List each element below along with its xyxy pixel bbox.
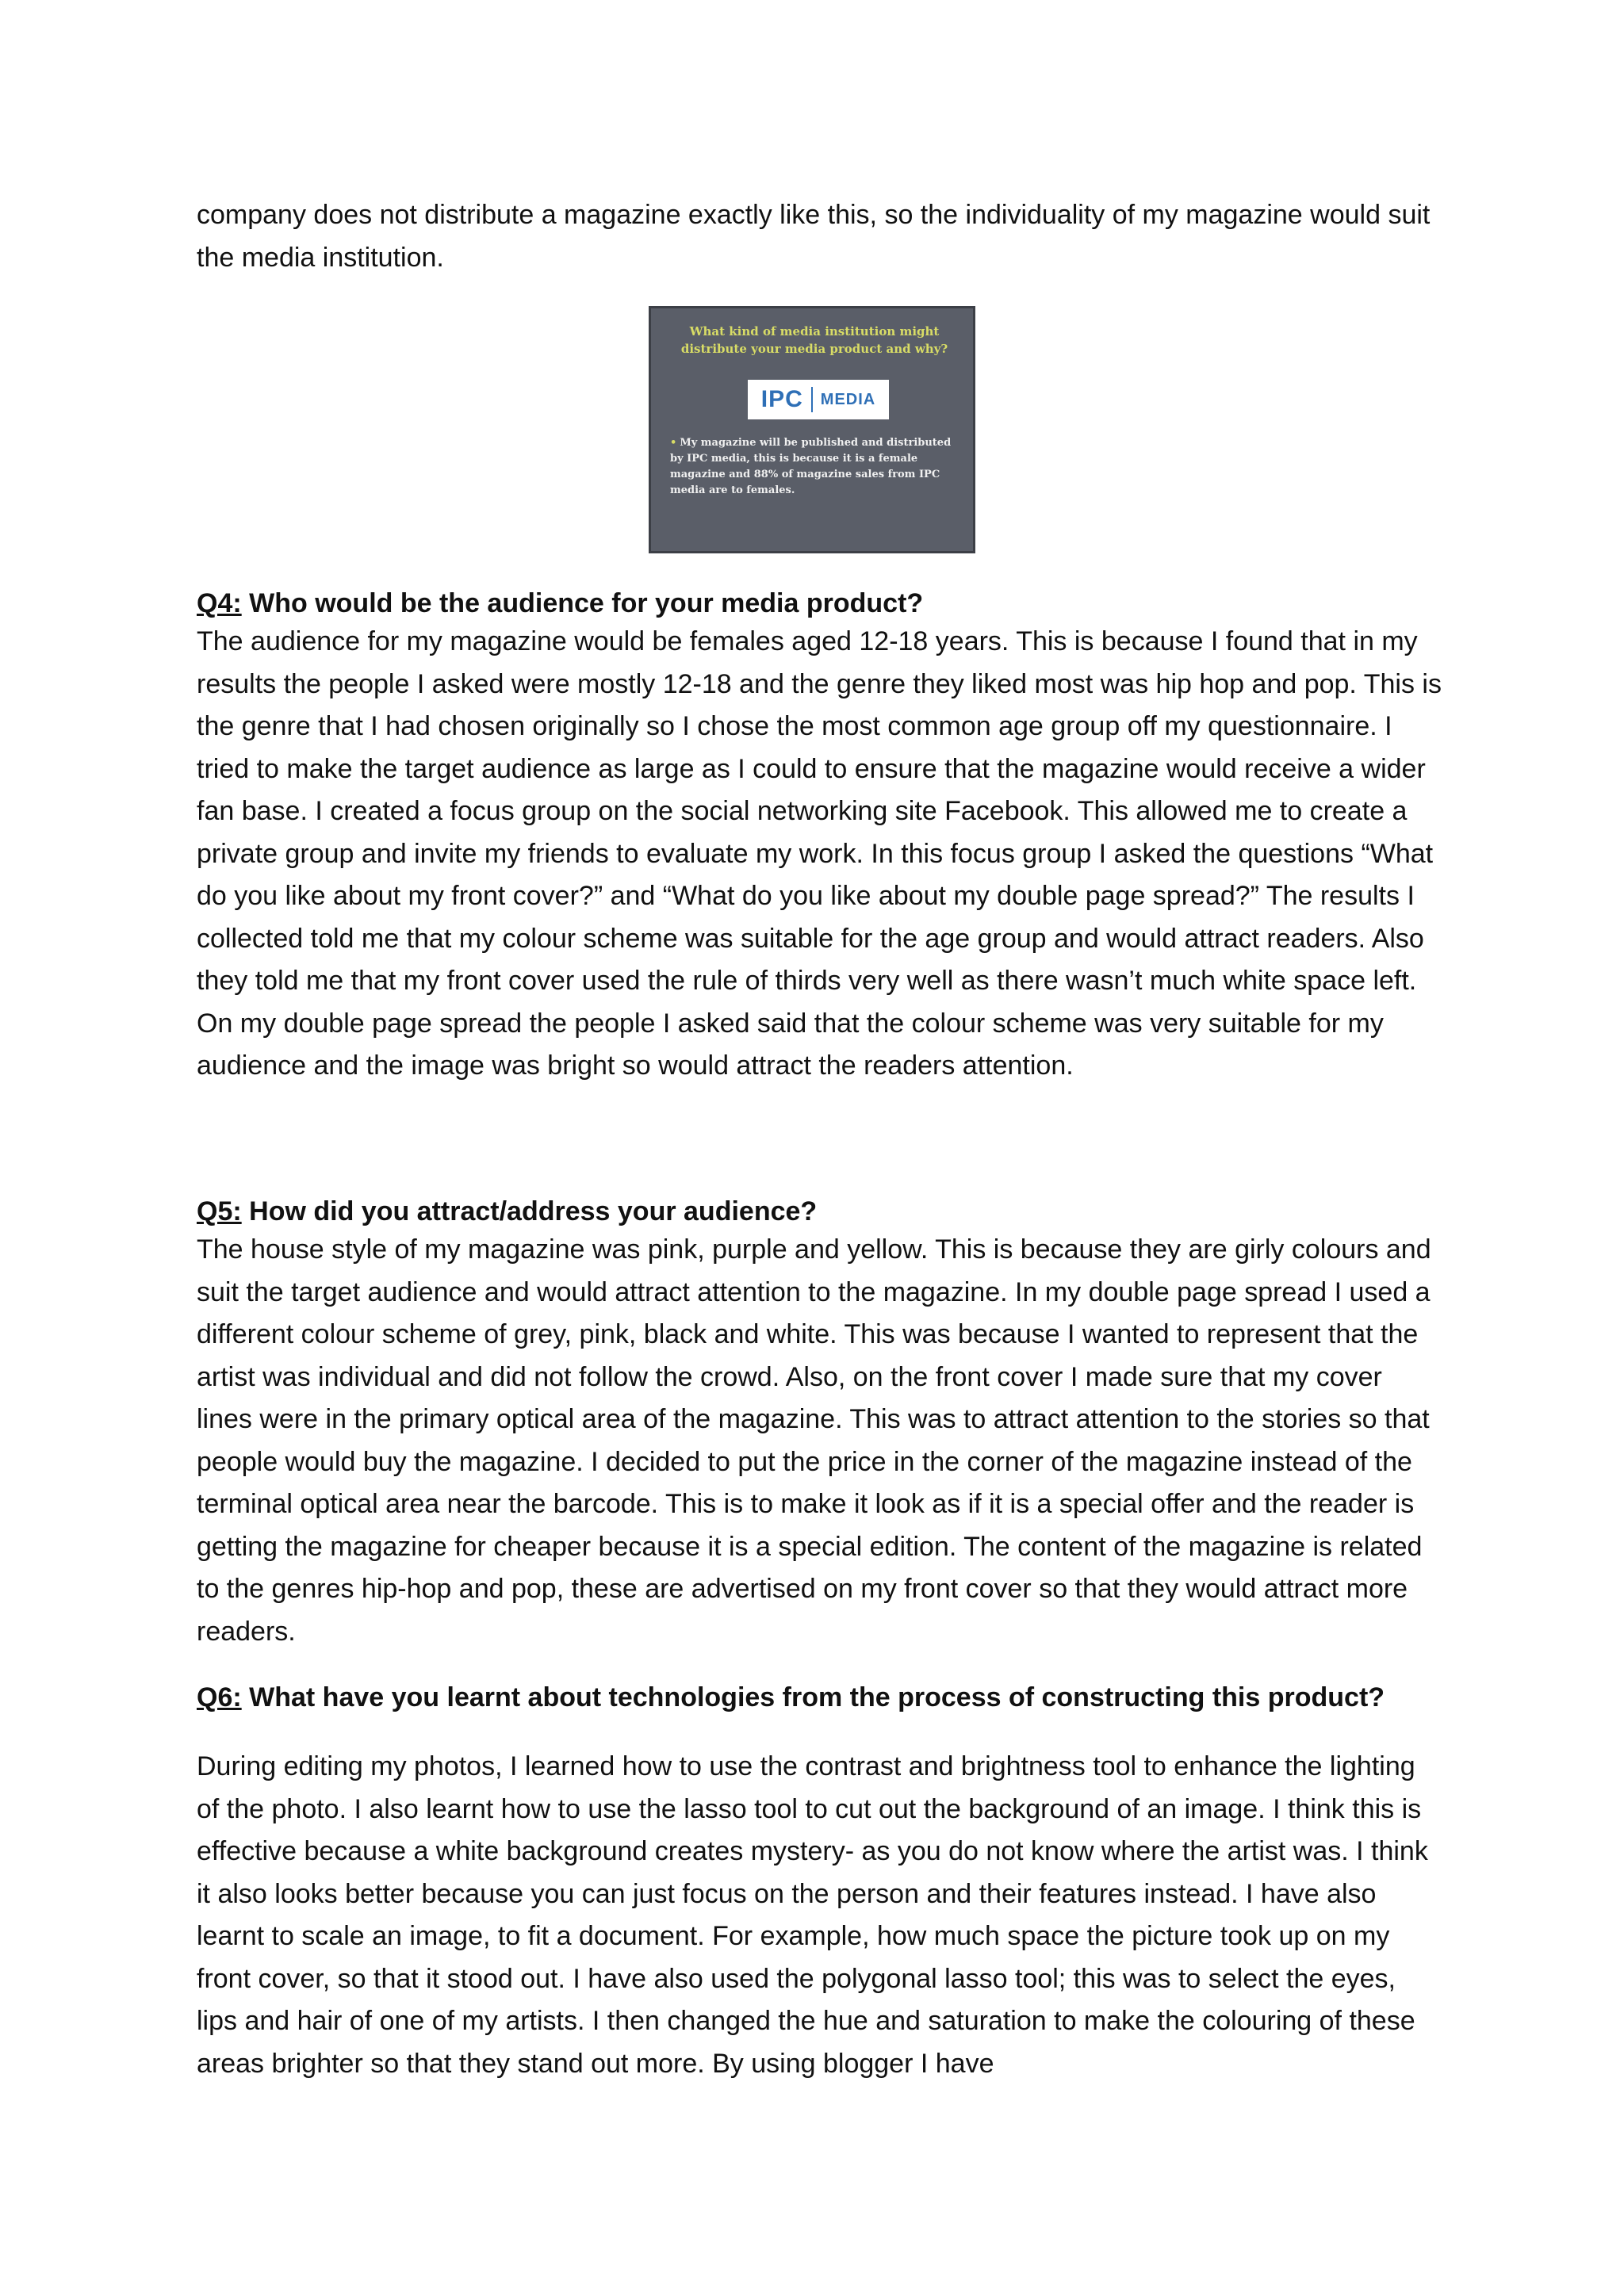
- ipc-media-slide-image: [649, 306, 975, 553]
- slide-bullet-text: My magazine will be published and distributed by IPC media, this is because it is a female magazine and 88% of magazine sales from IPC media are to females.: [670, 437, 952, 496]
- q6-heading: [197, 1679, 1465, 1716]
- q6-question: What have you learnt about technologies from the process of constructing this product?: [241, 1682, 1385, 1712]
- q6-answer: During editing my photos, I learned how to use the contrast and brightness tool to enhance the lighting of the photo. I also learnt how to use the lasso tool to cut out the background of an image. I think this is effective because a white background creates mystery- as you do not know where the artist was. I think it also looks better because you can just focus on the person and their features instead. I have also learnt to scale an image, to fit a document. For example, how much space the picture took up on my front cover, so that it stood out. I have also used the polygonal lasso tool; this was to select the eyes, lips and hair of one of my artists. I then changed the hue and saturation to make the colouring of these areas brighter so that they stand out more. By using blogger I have: [197, 1751, 1428, 2079]
- intro-paragraph: company does not distribute a magazine exactly like this, so the individuality of my magazine would suit the media institution.: [197, 200, 1431, 273]
- logo-media-text: MEDIA: [820, 390, 876, 408]
- q4-heading: [197, 585, 1465, 622]
- slide-title: What kind of media institution might distribute your media product and why?: [680, 324, 948, 356]
- q5-heading: [197, 1193, 1465, 1230]
- q6-label: Q6:: [197, 1682, 242, 1712]
- q4-answer: The audience for my magazine would be females aged 12-18 years. This is because I found that in my results the people I asked were mostly 12-18 and the genre they liked most was hip hop and pop. This is the genre that I had chosen originally so I chose the most common age group off my questionnaire. I tried to make the target audience as large as I could to ensure that the magazine would receive a wider fan base. I created a focus group on the social networking site Facebook. This allowed me to create a private group and invite my friends to evaluate my work. In this focus group I asked the questions “What do you like about my front cover?” and “What do you like about my double page spread?” The results I collected told me that my colour scheme was suitable for the age group and would attract readers. Also they told me that my front cover used the rule of thirds very well as there wasn’t much white space left. On my double page spread the people I asked said that the colour scheme was very suitable for my audience and the image was bright so would attract the readers attention.: [197, 626, 1442, 1081]
- bullet-icon: •: [670, 437, 677, 449]
- slide-bullet: [670, 435, 963, 499]
- q5-question: How did you attract/address your audience?: [241, 1196, 818, 1226]
- q5-label: Q5:: [197, 1196, 242, 1226]
- ipc-media-logo: [748, 380, 889, 419]
- q4-label: Q4:: [197, 588, 242, 618]
- q4-question: Who would be the audience for your media product?: [241, 588, 924, 618]
- q5-answer: The house style of my magazine was pink, purple and yellow. This is because they are girly colours and suit the target audience and would attract attention to the magazine. In my double page spread I used a different colour scheme of grey, pink, black and white. This was because I wanted to represent that the artist was individual and did not follow the crowd. Also, on the front cover I made sure that my cover lines were in the primary optical area of the magazine. This was to attract attention to the stories so that people would buy the magazine. I decided to put the price in the corner of the magazine instead of the terminal optical area near the barcode. This is to make it look as if it is a special offer and the reader is getting the magazine for cheaper because it is a special edition. The content of the magazine is related to the genres hip-hop and pop, these are advertised on my front cover so that they would attract more readers.: [197, 1234, 1431, 1647]
- logo-ipc-text: IPC: [760, 386, 803, 412]
- logo-divider: [811, 387, 813, 412]
